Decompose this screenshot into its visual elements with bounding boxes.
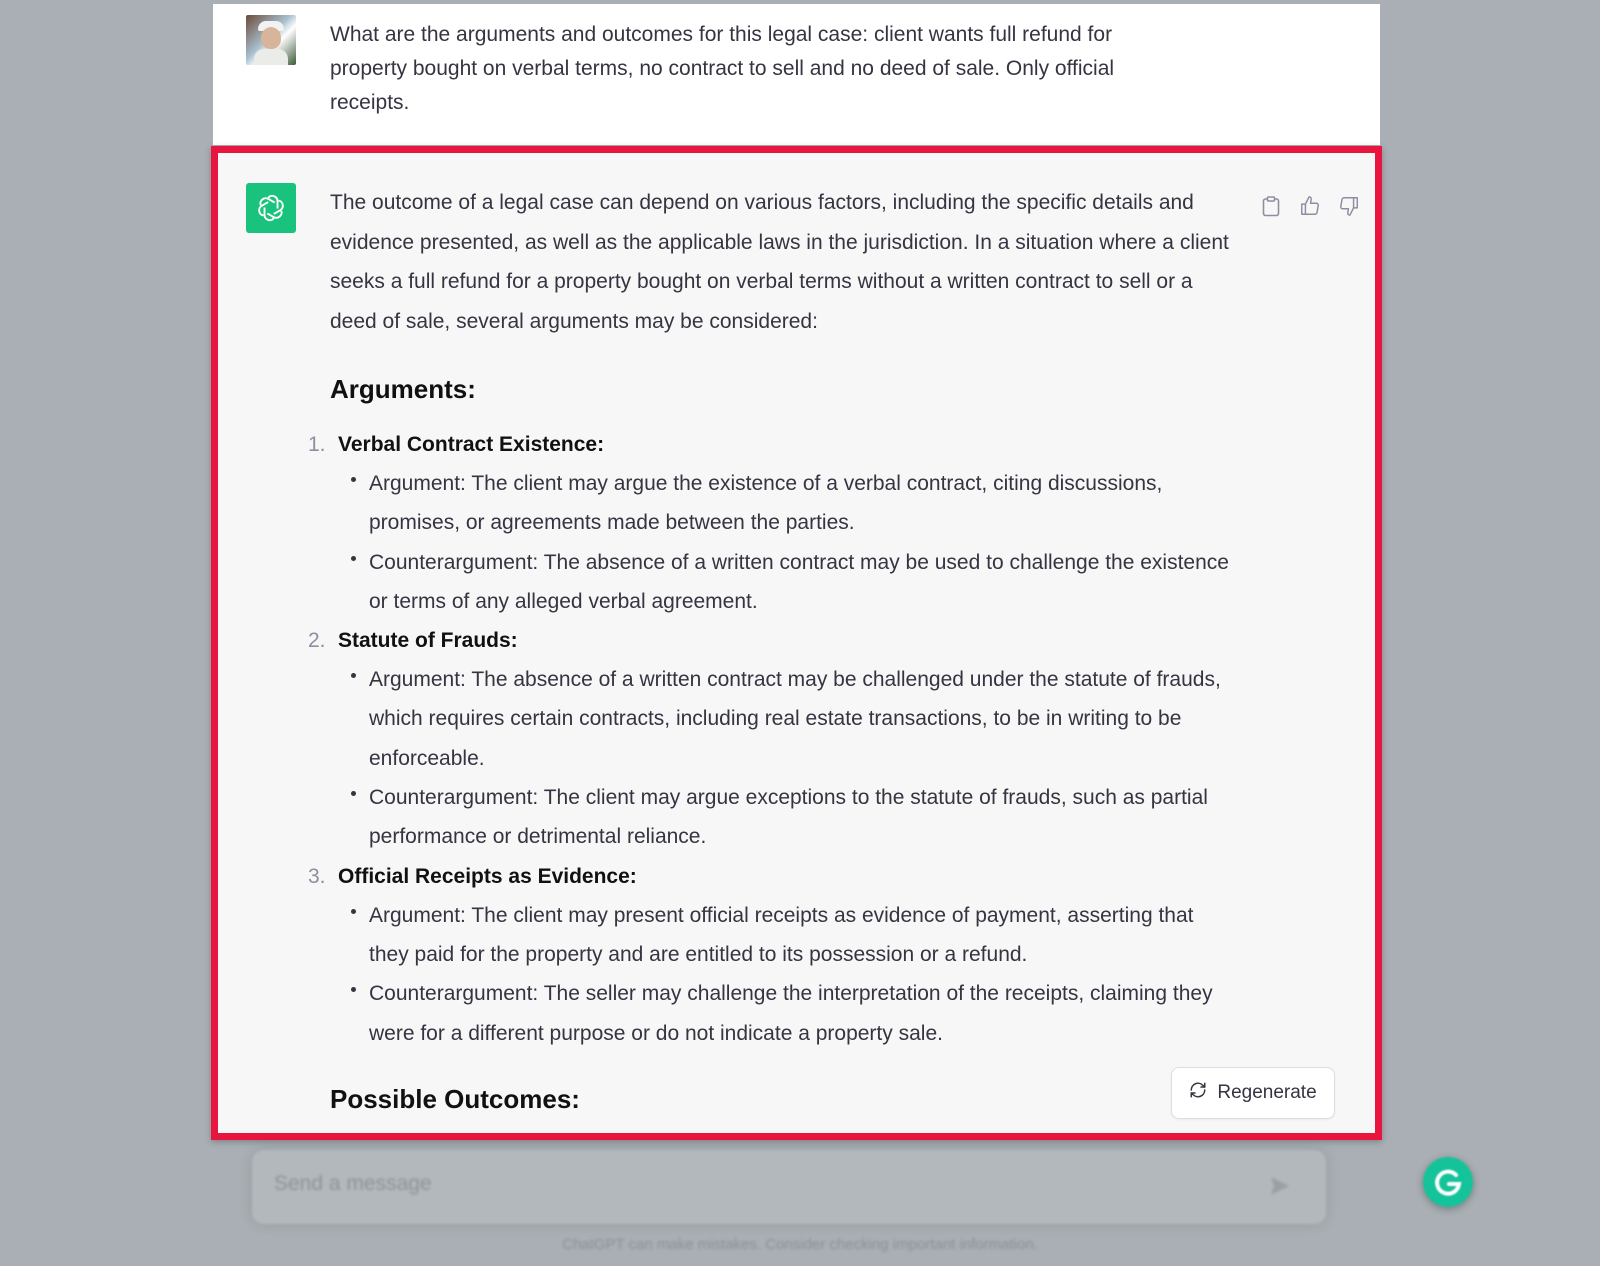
assistant-message-content	[308, 183, 1238, 1135]
assistant-message-highlight	[211, 146, 1382, 1140]
argument-point: Argument: The client may present official receipts as evidence of payment, asserting that they paid for the property and are entitled to its possession or a refund.	[369, 896, 1238, 975]
argument-title: Official Receipts as Evidence:	[338, 864, 637, 888]
thumbs-up-icon[interactable]	[1299, 195, 1321, 217]
list-number: 3.	[308, 864, 326, 888]
user-avatar	[246, 15, 296, 65]
regenerate-button[interactable]	[1171, 1067, 1335, 1119]
counterargument-point: Counterargument: The client may argue exceptions to the statute of frauds, such as partial performance or detrimental reliance.	[369, 778, 1238, 857]
grammarly-icon[interactable]	[1423, 1157, 1473, 1207]
argument-points	[338, 464, 1238, 621]
argument-point: Argument: The absence of a written contract may be challenged under the statute of frauds, which requires certain contracts, including real estate transactions, to be in writing to be enforceable.	[369, 660, 1238, 778]
openai-logo-icon	[246, 183, 296, 233]
user-message	[213, 4, 1380, 145]
user-message-text: What are the arguments and outcomes for this legal case: client wants full refund for property bought on verbal terms, no contract to sell and no deed of sale. Only official receipts.	[330, 23, 1115, 114]
arguments-list	[308, 425, 1238, 1053]
message-actions	[1260, 195, 1360, 217]
copy-icon[interactable]	[1260, 195, 1282, 217]
disclaimer-text: ChatGPT can make mistakes. Consider checking important information.	[562, 1236, 1038, 1253]
counterargument-point: Counterargument: The absence of a written contract may be used to challenge the existence or terms of any alleged verbal agreement.	[369, 543, 1238, 622]
send-icon[interactable]	[1268, 1174, 1292, 1203]
arguments-heading: Arguments:	[330, 374, 476, 404]
avatar-face	[261, 27, 281, 49]
argument-title: Verbal Contract Existence:	[338, 433, 605, 456]
assistant-intro: The outcome of a legal case can depend on various factors, including the specific details and evidence presented, as well as the applicable laws in the jurisdiction. In a situation where a client seeks a full refund for a property bought on verbal terms without a written contract to sell or a deed of sale, several arguments may be considered:	[330, 191, 1229, 333]
message-composer[interactable]	[252, 1150, 1326, 1224]
argument-points	[338, 660, 1238, 856]
argument-points	[338, 896, 1238, 1053]
message-input-placeholder: Send a message	[274, 1172, 432, 1195]
refresh-icon	[1189, 1081, 1207, 1105]
counterargument-point: Counterargument: The seller may challenge the interpretation of the receipts, claiming they were for a different purpose or do not indicate a property sale.	[369, 974, 1238, 1053]
list-number: 2.	[308, 629, 326, 653]
avatar-shirt	[254, 49, 288, 65]
argument-item	[308, 621, 1238, 856]
outcomes-heading: Possible Outcomes:	[330, 1083, 580, 1114]
argument-point: Argument: The client may argue the existence of a verbal contract, citing discussions, promises, or agreements made between the parties.	[369, 464, 1238, 543]
thumbs-down-icon[interactable]	[1338, 195, 1360, 217]
argument-item	[308, 857, 1238, 1053]
regenerate-label: Regenerate	[1217, 1082, 1317, 1103]
argument-item	[308, 425, 1238, 621]
list-number: 1.	[308, 433, 326, 456]
argument-title: Statute of Frauds:	[338, 629, 518, 653]
